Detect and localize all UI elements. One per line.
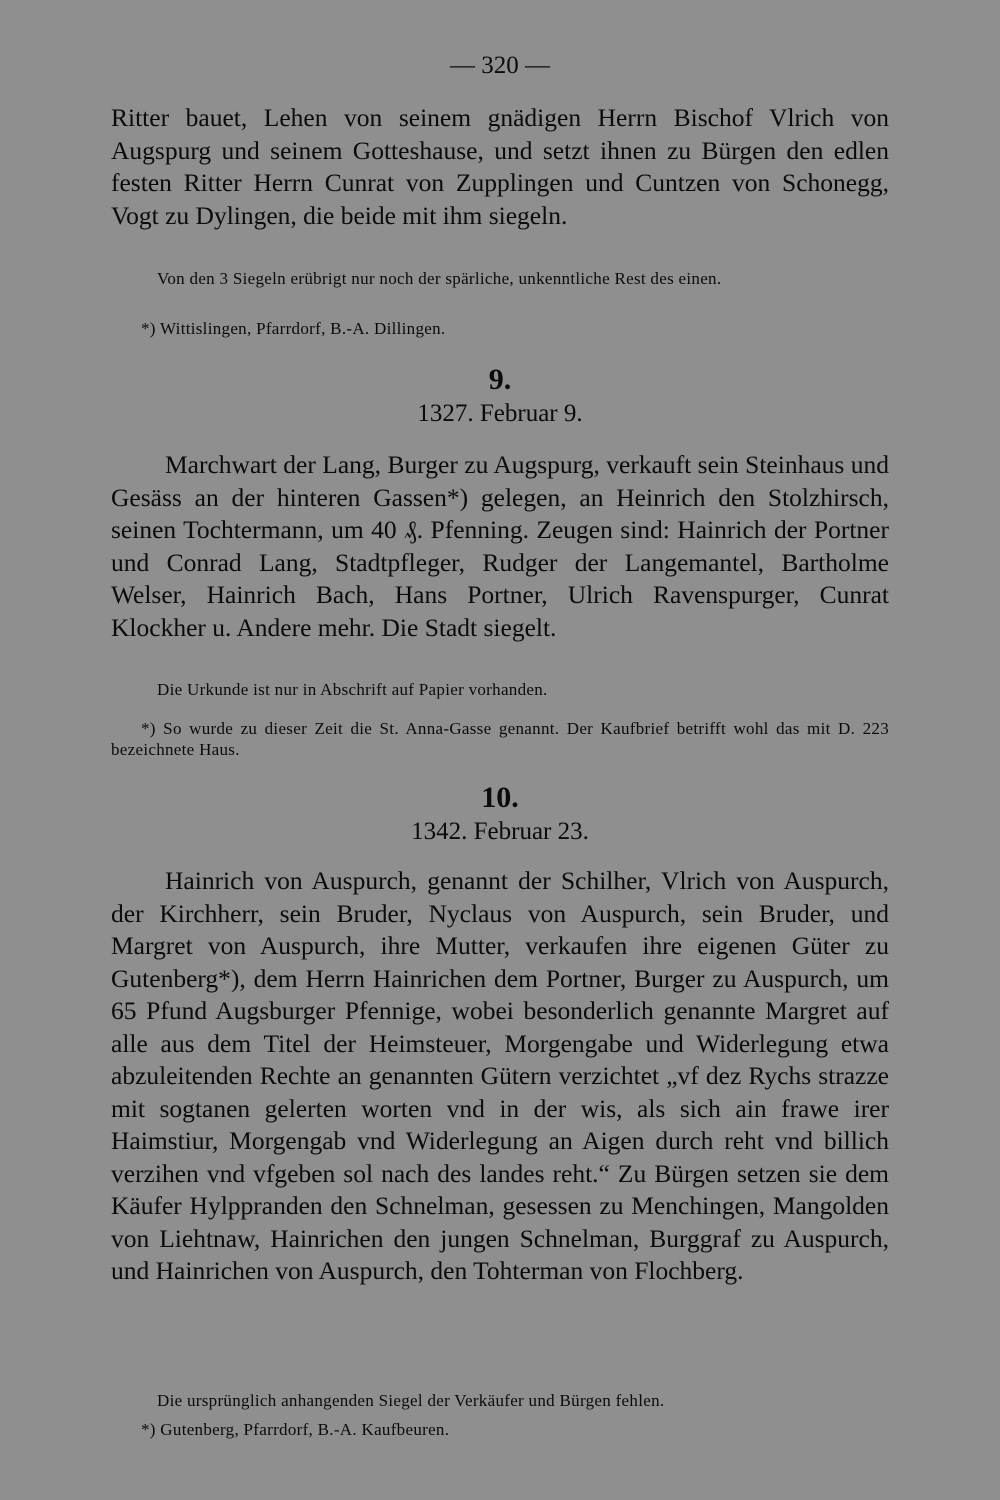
top-section: [111, 102, 889, 232]
section-10-heading: [111, 780, 889, 848]
section-10-footnote-block: [111, 1419, 889, 1440]
section-9-note-block: [111, 679, 889, 700]
section-10-body: [111, 865, 889, 1288]
section-9-heading: [111, 362, 889, 430]
top-footnote: *) Wittislingen, Pfarrdorf, B.-A. Dillingen.: [141, 319, 446, 338]
section-footnote: *) So wurde zu dieser Zeit die St. Anna-Gasse genannt. Der Kaufbrief betrifft wohl das mit D. 223 bezeichnete Haus.: [111, 719, 889, 759]
section-9-body: [111, 449, 889, 644]
section-paragraph: Hainrich von Auspurch, genannt der Schilher, Vlrich von Auspurch, der Kirchherr, sein Bruder, Nyclaus von Auspurch, sein Bruder, und Margret von Auspurch, ihre Mutter, verkaufen ihre eigenen Güter zu Gutenberg*), dem Herrn Hainrichen dem Portner, Burger zu Auspurch, um 65 Pfund Augsburger Pfennige, wobei besonderlich genannte Margret auf alle aus dem Titel der Heimsteuer, Morgengabe und Widerlegung etwa abzuleitenden Rechte an genannten Gütern verzichtet „vf dez Rychs strazze mit sogtanen gelerten worten vnd in der wis, als sich ain frawe irer Haimstiur, Morgengab vnd Widerlegung an Aigen durch reht vnd billich verzihen vnd vfgeben sol nach des landes reht.“ Zu Bürgen setzen sie dem Käufer Hylppranden den Schnelman, gesessen zu Menchingen, Mangolden von Liehtnaw, Hainrichen den jungen Schnelman, Burggraf zu Auspurch, und Hainrichen von Auspurch, den Tohterman von Flochberg.: [111, 866, 889, 1285]
section-10-note-block: [111, 1390, 889, 1411]
top-footnote-block: [111, 318, 889, 339]
top-paragraph: Ritter bauet, Lehen von seinem gnädigen Herrn Bischof Vlrich von Augspurg und seinem Gotteshause, und setzt ihnen zu Bürgen den edlen festen Ritter Herrn Cunrat von Zupplingen und Cuntzen von Schonegg, Vogt zu Dylingen, die beide mit ihm siegeln.: [111, 103, 889, 230]
section-note: Die Urkunde ist nur in Abschrift auf Papier vorhanden.: [157, 680, 548, 699]
top-note-block: [111, 268, 889, 289]
section-number: 9.: [488, 363, 512, 396]
section-9-footnote-block: [111, 718, 889, 760]
section-date: 1342. Februar 23.: [411, 818, 589, 845]
section-note: Die ursprünglich anhangenden Siegel der Verkäufer und Bürgen fehlen.: [157, 1391, 665, 1410]
top-note: Von den 3 Siegeln erübrigt nur noch der spärliche, unkenntliche Rest des einen.: [157, 269, 722, 288]
section-footnote: *) Gutenberg, Pfarrdorf, B.-A. Kaufbeuren.: [141, 1420, 450, 1439]
section-paragraph: Marchwart der Lang, Burger zu Augspurg, verkauft sein Steinhaus und Gesäss an der hinteren Gassen*) gelegen, an Heinrich den Stolzhirsch, seinen Tochtermann, um 40 ₰. Pfenning. Zeugen sind: Hainrich der Portner und Conrad Lang, Stadtpfleger, Rudger der Langemantel, Bartholme Welser, Hainrich Bach, Hans Portner, Ulrich Ravenspurger, Cunrat Klockher u. Andere mehr. Die Stadt siegelt.: [111, 450, 889, 642]
section-number: 10.: [481, 781, 519, 814]
section-date: 1327. Februar 9.: [417, 400, 583, 427]
page-number: — 320 —: [450, 52, 550, 79]
